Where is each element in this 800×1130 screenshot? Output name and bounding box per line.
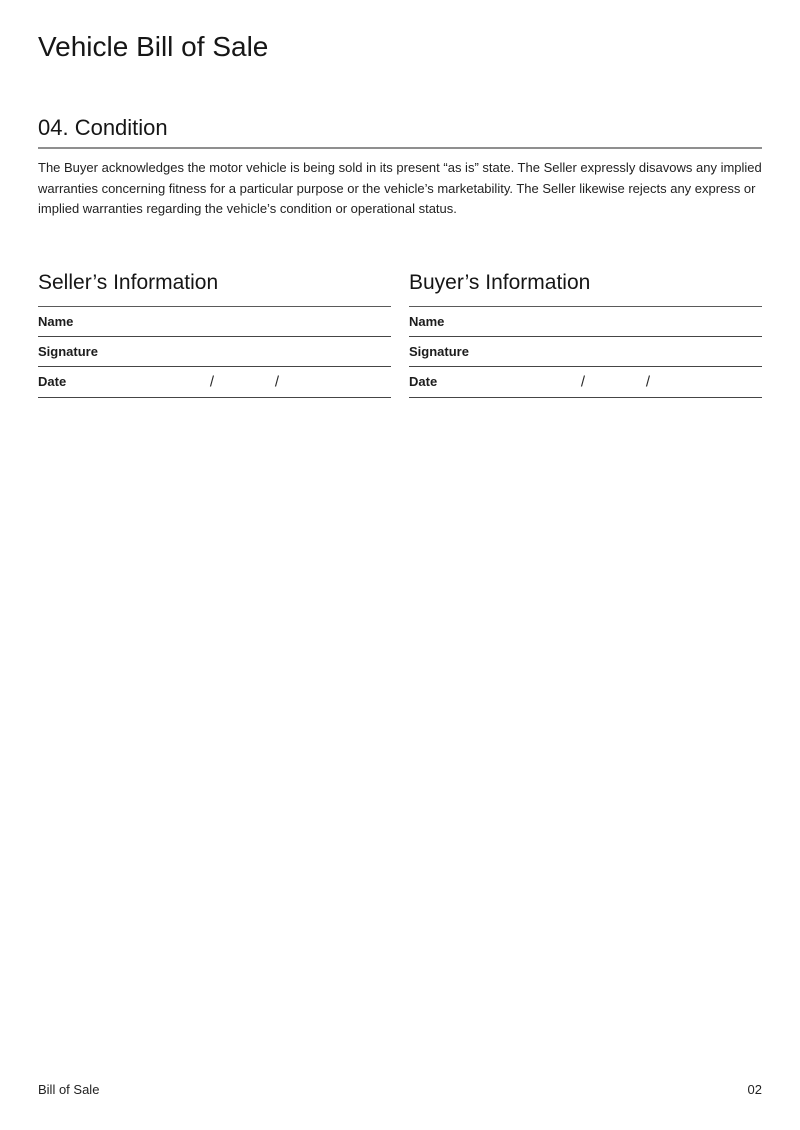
document-title: Vehicle Bill of Sale bbox=[38, 31, 269, 62]
seller-name-fill-line[interactable] bbox=[38, 307, 391, 336]
buyer-information-block bbox=[409, 270, 762, 398]
buyer-name-fill-line[interactable] bbox=[409, 307, 762, 336]
seller-signature-fill-line[interactable] bbox=[38, 337, 391, 366]
footer-page-number: 02 bbox=[747, 1082, 762, 1097]
section-heading: 04. Condition bbox=[38, 115, 168, 141]
buyer-date-fill-line[interactable] bbox=[409, 367, 762, 397]
seller-date-fill-line[interactable] bbox=[38, 367, 391, 397]
buyer-date-label: Date bbox=[409, 374, 438, 390]
seller-name-row bbox=[38, 307, 391, 337]
buyer-date-row bbox=[409, 367, 762, 398]
parties-info-grid bbox=[38, 270, 762, 398]
page-content bbox=[0, 31, 800, 398]
seller-information-heading: Seller’s Information bbox=[38, 270, 391, 307]
buyer-signature-row bbox=[409, 337, 762, 367]
seller-date-row bbox=[38, 367, 391, 398]
seller-signature-row bbox=[38, 337, 391, 367]
date-separator-slash: / bbox=[274, 373, 280, 391]
seller-signature-label: Signature bbox=[38, 343, 98, 359]
date-separator-slash: / bbox=[209, 373, 215, 391]
buyer-name-row bbox=[409, 307, 762, 337]
date-separator-slash: / bbox=[580, 373, 586, 391]
section-divider bbox=[38, 147, 762, 149]
seller-date-label: Date bbox=[38, 374, 67, 390]
date-separator-slash: / bbox=[645, 373, 651, 391]
buyer-signature-label: Signature bbox=[409, 343, 469, 359]
seller-name-label: Name bbox=[38, 313, 74, 329]
section-body-text: The Buyer acknowledges the motor vehicle is being sold in its present “as is” state. The Seller expressly disavows any implied warranties concerning fitness for a particular purpose or the vehicle’s marketability. The Seller likewise rejects any express or implied warranties regarding the vehicle’s condition or operational status. bbox=[38, 160, 762, 217]
buyer-signature-fill-line[interactable] bbox=[409, 337, 762, 366]
buyer-information-heading: Buyer’s Information bbox=[409, 270, 762, 307]
buyer-name-label: Name bbox=[409, 313, 445, 329]
page-footer bbox=[38, 1082, 762, 1097]
seller-information-block bbox=[38, 270, 391, 398]
footer-document-name: Bill of Sale bbox=[38, 1082, 100, 1097]
